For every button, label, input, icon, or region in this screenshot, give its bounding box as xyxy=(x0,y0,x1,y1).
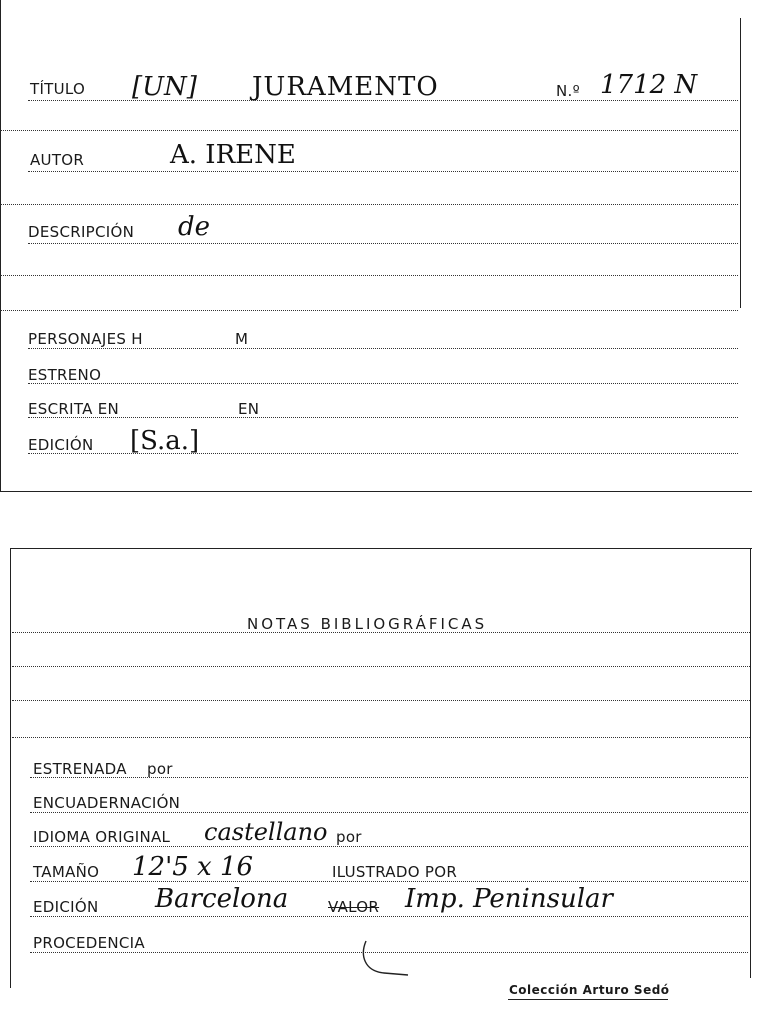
edicion2-value-1: Barcelona xyxy=(155,884,289,914)
estrenada-label: ESTRENADA xyxy=(33,760,127,778)
top-card-bottom-border xyxy=(0,491,752,492)
notas-line-1 xyxy=(12,632,750,633)
bottom-edge-line xyxy=(508,999,668,1000)
coleccion-stamp: Colección Arturo Sedó xyxy=(509,983,670,997)
top-card-left-border xyxy=(0,0,1,492)
top-card-right-border xyxy=(740,18,741,308)
rule-2 xyxy=(0,204,738,205)
valor-label: VALOR xyxy=(328,898,380,916)
descripcion-value: de xyxy=(178,212,211,242)
rule-1 xyxy=(0,130,738,131)
personajes-line xyxy=(28,348,738,349)
edicion-line xyxy=(28,453,738,454)
titulo-label: TÍTULO xyxy=(30,80,86,98)
pencil-mark xyxy=(358,935,418,980)
escrita-en-label: EN xyxy=(238,400,260,418)
descripcion-line xyxy=(28,243,738,244)
autor-value: A. IRENE xyxy=(170,140,296,170)
estreno-label: ESTRENO xyxy=(28,366,102,384)
edicion-value: [S.a.] xyxy=(130,426,200,456)
estrenada-line xyxy=(30,777,748,778)
idioma-label: IDIOMA ORIGINAL xyxy=(33,828,171,846)
edicion2-value-2: Imp. Peninsular xyxy=(405,884,613,914)
estrenada-por: por xyxy=(147,760,173,778)
notas-line-3 xyxy=(12,700,750,701)
numero-value: 1712 N xyxy=(600,70,698,100)
autor-label: AUTOR xyxy=(30,151,85,169)
procedencia-label: PROCEDENCIA xyxy=(33,934,145,952)
notas-title: NOTAS BIBLIOGRÁFICAS xyxy=(247,615,488,633)
edicion-label: EDICIÓN xyxy=(28,436,94,454)
personajes-label: PERSONAJES H xyxy=(28,330,143,348)
bottom-card-right-border xyxy=(750,548,751,978)
estreno-line xyxy=(28,383,738,384)
idioma-value: castellano xyxy=(204,818,328,846)
autor-line xyxy=(28,171,738,172)
escrita-line xyxy=(28,417,738,418)
encuadernacion-label: ENCUADERNACIÓN xyxy=(33,794,181,812)
titulo-value-1: [UN] xyxy=(132,72,197,102)
notas-line-2 xyxy=(12,666,750,667)
edicion2-label: EDICIÓN xyxy=(33,898,99,916)
bottom-card-left-border xyxy=(10,548,11,988)
idioma-por: por xyxy=(336,828,362,846)
notas-line-4 xyxy=(12,737,750,738)
descripcion-label: DESCRIPCIÓN xyxy=(28,223,135,241)
tamano-label: TAMAÑO xyxy=(33,863,100,881)
numero-label: N.º xyxy=(556,82,580,100)
idioma-line xyxy=(30,846,748,847)
encuadernacion-line xyxy=(30,812,748,813)
edicion2-line xyxy=(30,916,748,917)
tamano-value: 12'5 x 16 xyxy=(132,852,254,882)
titulo-line xyxy=(28,100,738,101)
titulo-value-2: JURAMENTO xyxy=(252,72,439,102)
rule-3 xyxy=(0,275,738,276)
rule-4 xyxy=(0,310,738,311)
bottom-card-top-border xyxy=(10,548,752,549)
escrita-label: ESCRITA EN xyxy=(28,400,120,418)
tamano-line xyxy=(30,881,748,882)
personajes-m-label: M xyxy=(235,330,249,348)
ilustrado-label: ILUSTRADO POR xyxy=(332,863,458,881)
